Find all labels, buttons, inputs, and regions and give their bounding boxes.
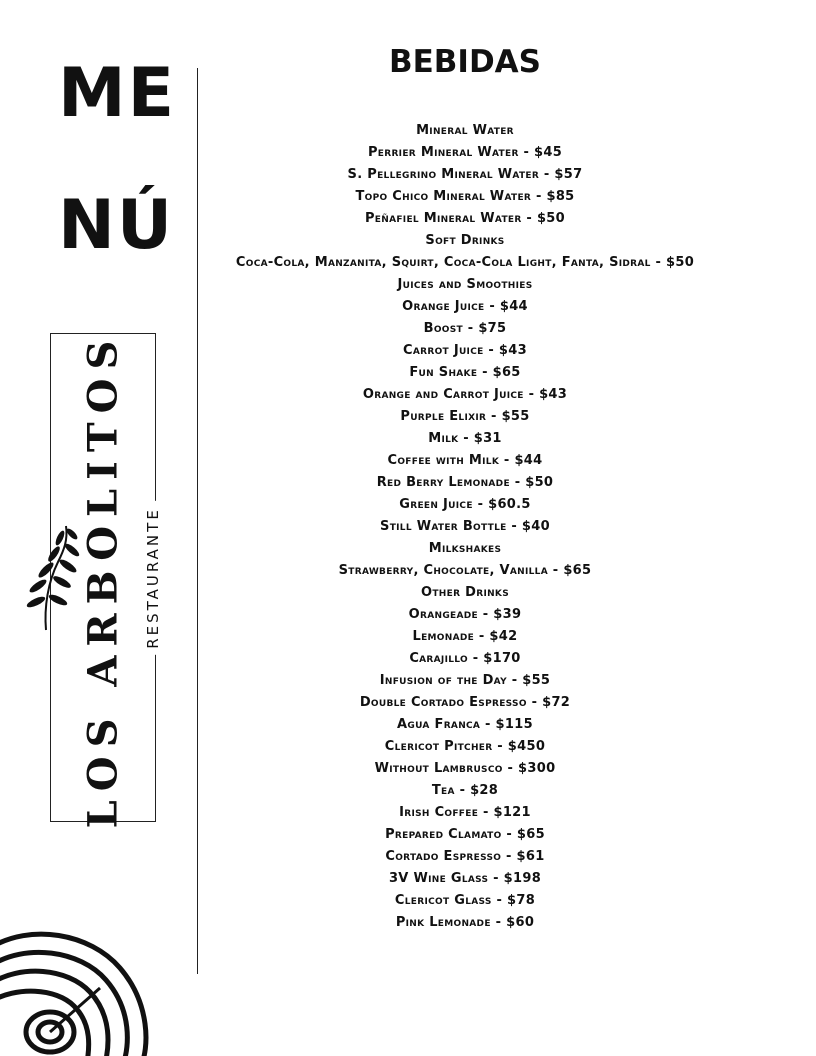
menu-item: Pink Lemonade - $60 xyxy=(395,915,535,930)
olive-branch-icon xyxy=(22,522,82,634)
menu-item: Clericot Glass - $78 xyxy=(394,893,536,908)
section-title: BEBIDAS xyxy=(388,44,542,80)
menu-item: Perrier Mineral Water - $45 xyxy=(367,145,563,160)
menu-item: Topo Chico Mineral Water - $85 xyxy=(355,189,575,204)
menu-item: Orange Juice - $44 xyxy=(402,299,528,314)
restaurant-name-text: LOS ARBOLITOS xyxy=(79,331,127,829)
menu-item: Without Lambrusco - $300 xyxy=(374,761,556,776)
menu-item: Irish Coffee - $121 xyxy=(399,805,531,820)
menu-item: Clericot Pitcher - $450 xyxy=(384,739,546,754)
menu-item: Orange and Carrot Juice - $43 xyxy=(362,387,568,402)
menu-item: Orangeade - $39 xyxy=(408,607,522,622)
menu-item: Mineral Water xyxy=(416,123,514,138)
menu-item: Coffee with Milk - $44 xyxy=(387,453,543,468)
menu-item: Peñafiel Mineral Water - $50 xyxy=(364,211,565,226)
vertical-divider xyxy=(197,68,198,974)
restaurant-subtitle-text: RESTAURANTE xyxy=(144,501,162,655)
menu-item: Still Water Bottle - $40 xyxy=(380,519,550,534)
menu-item: Milk - $31 xyxy=(428,431,502,446)
menu-item: Cortado Espresso - $61 xyxy=(385,849,545,864)
menu-item: Strawberry, Chocolate, Vanilla - $65 xyxy=(338,563,592,578)
menu-item: Green Juice - $60.5 xyxy=(399,497,531,512)
menu-item: 3V Wine Glass - $198 xyxy=(388,871,542,886)
menu-item: Double Cortado Espresso - $72 xyxy=(359,695,571,710)
menu-item: Coca-Cola, Manzanita, Squirt, Coca-Cola Light, Fanta, Sidral - $50 xyxy=(235,255,695,270)
menu-item: Tea - $28 xyxy=(431,783,499,798)
tree-rings-icon xyxy=(0,928,152,1056)
menu-item: Purple Elixir - $55 xyxy=(400,409,530,424)
menu-item: Prepared Clamato - $65 xyxy=(385,827,545,842)
menu-item: Soft Drinks xyxy=(425,233,505,248)
menu-title-line2: NÚ xyxy=(58,186,175,265)
menu-item: Fun Shake - $65 xyxy=(409,365,521,380)
menu-title-line1: ME xyxy=(58,54,177,133)
menu-item: Infusion of the Day - $55 xyxy=(379,673,551,688)
menu-item: Agua Franca - $115 xyxy=(397,717,533,732)
menu-item: Boost - $75 xyxy=(423,321,507,336)
menu-item: Lemonade - $42 xyxy=(412,629,518,644)
menu-item: Juices and Smoothies xyxy=(397,277,533,292)
menu-item: Carrot Juice - $43 xyxy=(403,343,527,358)
menu-item: Milkshakes xyxy=(428,541,502,556)
menu-item: S. Pellegrino Mineral Water - $57 xyxy=(347,167,583,182)
menu-item: Carajillo - $170 xyxy=(409,651,521,666)
menu-item: Red Berry Lemonade - $50 xyxy=(376,475,554,490)
menu-item: Other Drinks xyxy=(421,585,509,600)
drinks-menu-list xyxy=(210,120,720,934)
